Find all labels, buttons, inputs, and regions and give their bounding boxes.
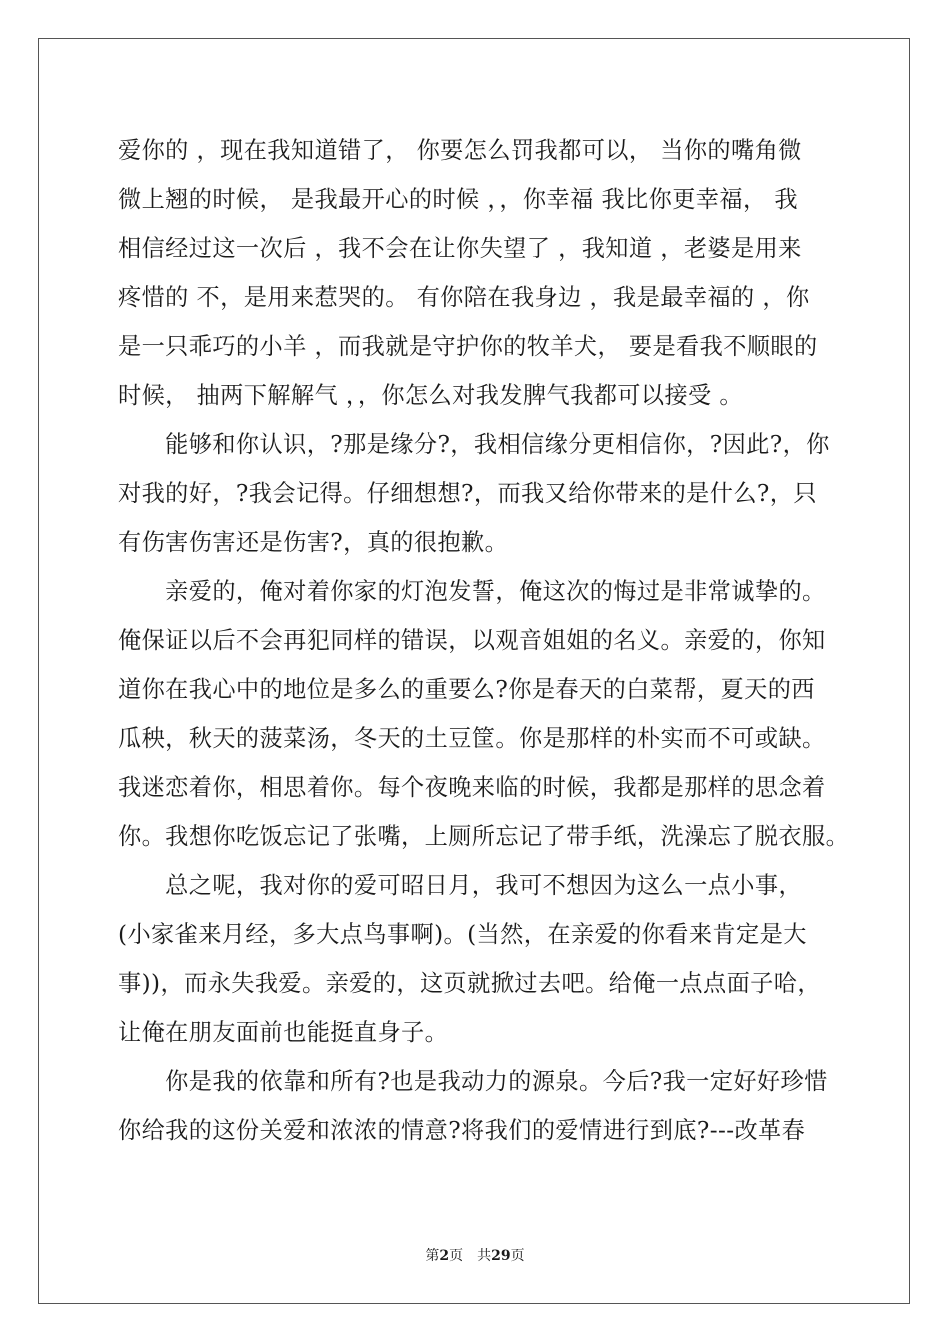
text-line: 事))，而永失我爱。亲爱的，这页就掀过去吧。给俺一点点面子哈， bbox=[118, 970, 821, 997]
text-line: 是一只乖巧的小羊 ，而我就是守护你的牧羊犬， 要是看我不顺眼的 bbox=[118, 333, 818, 360]
text-line: 瓜秧，秋天的菠菜汤，冬天的土豆筐。你是那样的朴实而不可或缺。 bbox=[118, 725, 826, 752]
page-total-number: 29 bbox=[491, 1248, 511, 1264]
text-line: 有伤害伤害还是伤害?，真的很抱歉。 bbox=[118, 529, 509, 556]
text-line: (小家雀来月经，多大点鸟事啊)。(当然，在亲爱的你看来肯定是大 bbox=[118, 921, 807, 948]
text-line: 能够和你认识，?那是缘分?，我相信缘分更相信你，?因此?，你 bbox=[118, 431, 830, 458]
text-line: 时候， 抽两下解解气 ，，你怎么对我发脾气我都可以接受 。 bbox=[118, 382, 743, 409]
text-line: 你给我的这份关爱和浓浓的情意?将我们的爱情进行到底?---改革春 bbox=[118, 1117, 806, 1144]
text-line: 微上翘的时候， 是我最开心的时候 ，，你幸福 我比你更幸福， 我 bbox=[118, 186, 798, 213]
text-line: 对我的好，?我会记得。仔细想想?，而我又给你带来的是什么?，只 bbox=[118, 480, 817, 507]
page-suffix: 页 bbox=[510, 1248, 525, 1264]
text-line: 你。我想你吃饭忘记了张嘴，上厕所忘记了带手纸，洗澡忘了脱衣服。 bbox=[118, 823, 850, 850]
text-line: 相信经过这一次后 ，我不会在让你失望了 ，我知道 ，老婆是用来 bbox=[118, 235, 802, 262]
text-line: 我迷恋着你，相思着你。每个夜晚来临的时候，我都是那样的思念着 bbox=[118, 774, 826, 801]
text-line: 俺保证以后不会再犯同样的错误，以观音姐姐的名义。亲爱的，你知 bbox=[118, 627, 826, 654]
text-line: 道你在我心中的地位是多么的重要么?你是春天的白菜帮，夏天的西 bbox=[118, 676, 815, 703]
text-line: 亲爱的，俺对着你家的灯泡发誓，俺这次的悔过是非常诚挚的。 bbox=[118, 578, 826, 605]
text-line: 爱你的 ，现在我知道错了， 你要怎么罚我都可以， 当你的嘴角微 bbox=[118, 137, 802, 164]
text-line: 总之呢，我对你的爱可昭日月，我可不想因为这么一点小事， bbox=[118, 872, 803, 899]
document-body bbox=[118, 126, 850, 1155]
text-line: 你是我的依靠和所有?也是我动力的源泉。今后?我一定好好珍惜 bbox=[118, 1068, 828, 1095]
text-line: 让俺在朋友面前也能挺直身子。 bbox=[118, 1019, 449, 1046]
page-current-number: 2 bbox=[439, 1248, 450, 1264]
page-footer bbox=[0, 1246, 950, 1266]
text-line: 疼惜的 不，是用来惹哭的。 有你陪在我身边 ，我是最幸福的 ，你 bbox=[118, 284, 810, 311]
page-prefix: 第 bbox=[425, 1248, 440, 1264]
page-mid: 页 共 bbox=[449, 1248, 492, 1264]
